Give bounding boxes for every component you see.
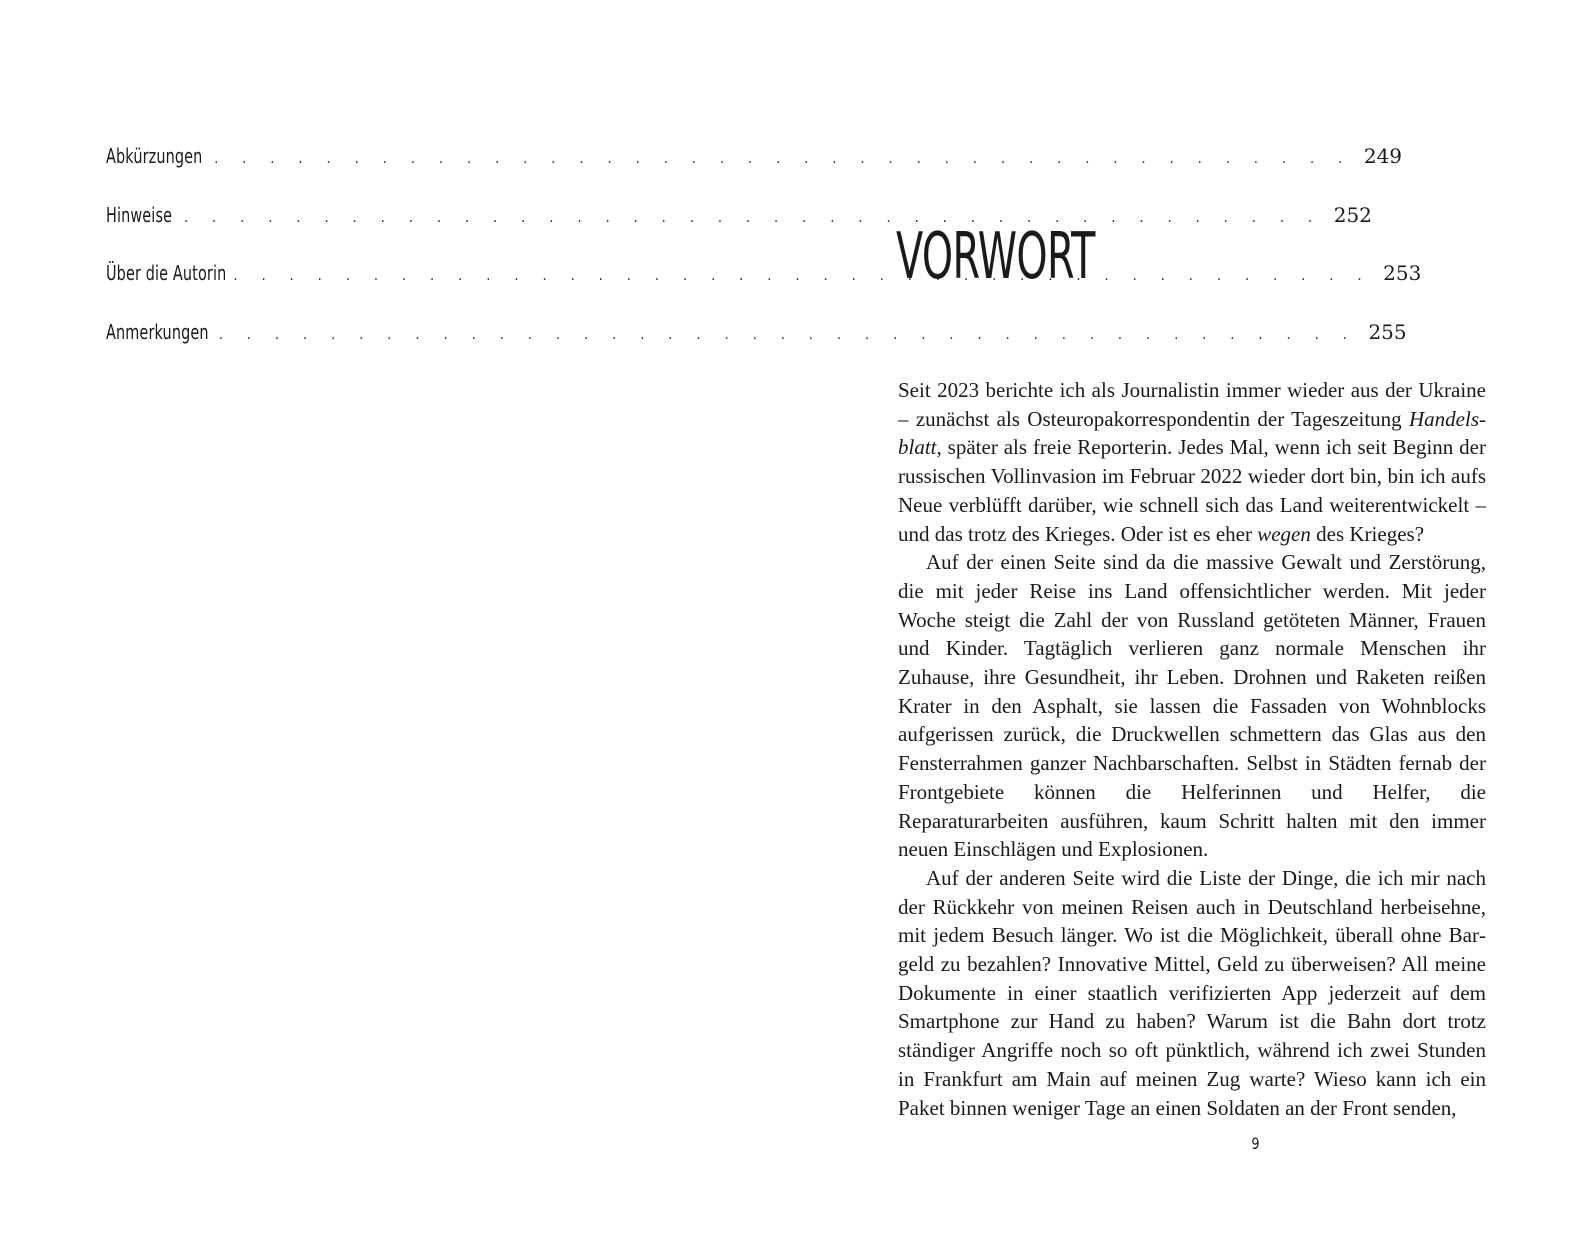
emphasized-word: wegen: [1257, 521, 1311, 546]
toc-entry-page: 253: [1383, 261, 1422, 285]
paragraph: Auf der anderen Seite wird die Liste der Dinge, die ich mir nach der Rückkehr von meinen Reisen auch in Deutschland herbeisehne, mit jedem Besuch länger. Wo ist die Möglichkeit, überall ohne Bargeld zu bezahlen? Innovative Mittel, Geld zu überweisen? All meine Dokumente in einer staatlich verifizierten App jederzeit auf dem Smartphone zur Hand zu haben? Warum ist die Bahn dort trotz ständiger Angriffe noch so oft pünktlich, während ich zwei Stunden in Frankfurt am Main auf meinen Zug warte? Wieso kann ich ein Paket binnen weniger Tage an einen Soldaten an der Front senden,: [898, 865, 1486, 1120]
toc-entry: [106, 319, 1407, 379]
toc-leader-dots: . . . . . . . . . . . . . . . . . . . . . . . . . . . . . . . . . . . . . . . . .: [233, 268, 1372, 284]
toc-entry-title: Hinweise: [106, 202, 173, 227]
toc-entry-page: 252: [1333, 202, 1372, 227]
right-page: [797, 0, 1594, 1240]
toc-leader-dots: . . . . . . . . . . . . . . . . . . . . . . . . . . . . . . . . . . . . . . . . .: [218, 326, 1357, 343]
paragraph: [898, 376, 1486, 548]
toc-entry-title: Über die Autorin: [106, 261, 227, 285]
paragraph-text: , später als freie Reporterin. Jedes Mal, wenn ich seit Beginn der russischen Vollinvasion im Februar 2022 wieder dort bin, bin ich aufs Neue verblüfft darüber, wie schnell sich das Land weiterentwickelt – und das trotz des Krieges. Oder ist es eher: [898, 435, 1486, 546]
paragraph: Auf der einen Seite sind da die massive Gewalt und Zerstörung, die mit jeder Reise ins Land offensichtlicher werden. Mit jeder Woche steigt die Zahl der von Russland getöteten Männer, Frauen und Kinder. Tagtäglich verlieren ganz normale Menschen ihr Zuhause, ihre Gesundheit, ihr Leben. Drohnen und Raketen reißen Krater in den Asphalt, sie lassen die Fassaden von Wohnblocks aufgerissen zurück, die Druckwellen schmettern das Glas aus den Fensterrahmen ganzer Nachbarschaften. Selbst in Städten fernab der Frontgebiete können die Helferinnen und Helfer, die Reparaturarbeiten ausführen, kaum Schritt halten mit den immer neuen Einschlägen und Explosionen.: [898, 550, 1486, 862]
toc-entry-title: Anmerkungen: [106, 319, 209, 344]
chapter-body: [898, 376, 1486, 1122]
toc-entry-page: 249: [1363, 144, 1403, 168]
toc-leader-dots: . . . . . . . . . . . . . . . . . . . . . . . . . . . . . . . . . . . . . . . . .: [183, 209, 1322, 226]
paragraph-text: Seit 2023 berichte ich als Journalistin immer wieder aus der Ukraine – zunächst als Osteuropakorrespondentin der Tageszeitung: [898, 378, 1486, 431]
toc-leader-dots: . . . . . . . . . . . . . . . . . . . . . . . . . . . . . . . . . . . . . . . . .: [213, 151, 1353, 167]
toc-entry: [106, 261, 1422, 320]
toc-entry: [106, 144, 1403, 203]
toc-entry-page: 255: [1368, 319, 1407, 344]
publication-name: Handelsblatt: [898, 406, 1486, 460]
chapter-title: VORWORT: [896, 220, 1095, 294]
toc-entry-title: Abkürzungen: [106, 144, 203, 168]
page-number: 9: [1251, 1134, 1260, 1153]
paragraph-text: des Krieges?: [1310, 521, 1425, 546]
